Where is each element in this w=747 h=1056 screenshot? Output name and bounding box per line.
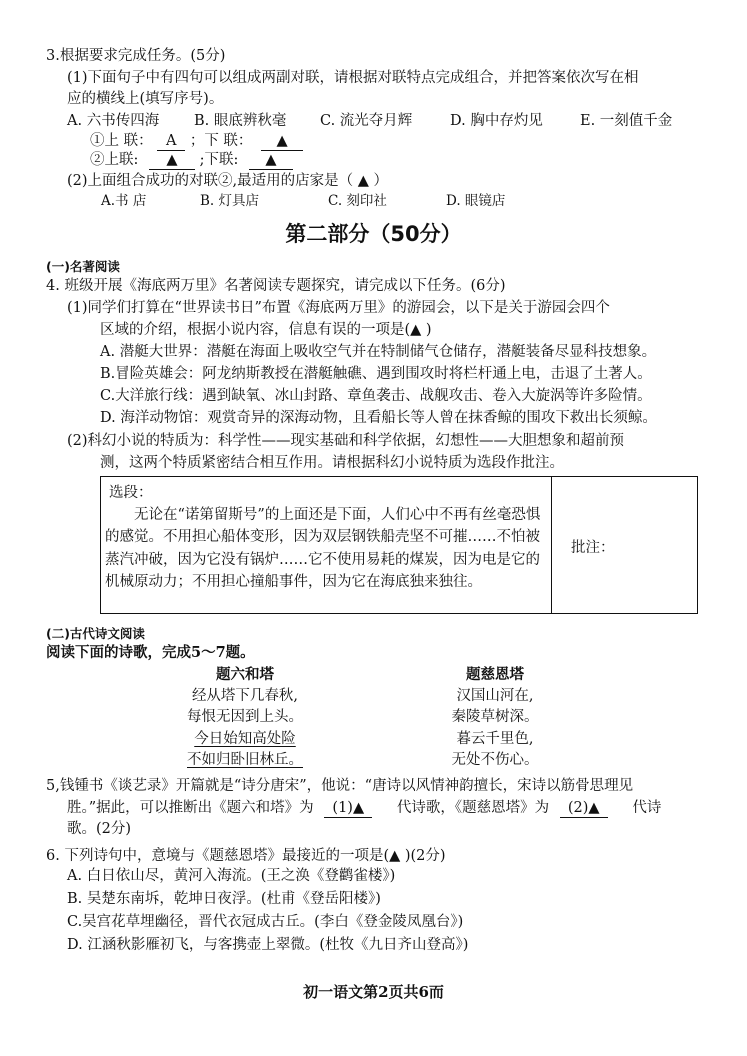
q3-option-a: A. 六书传四海: [67, 113, 160, 129]
q6-option-b: B. 吴楚东南坼，乾坤日夜浮。(杜甫《登岳阳楼》): [67, 891, 381, 907]
q3-sub2-option-c: C. 刻印社: [328, 193, 387, 209]
page-footer: 初一语文第2页共6而: [303, 983, 444, 1001]
q3-pair2: [90, 150, 293, 170]
poem-liuhe-line-3: 今日始知高处险: [194, 730, 296, 747]
q3-option-d: D. 胸中存灼见: [450, 113, 543, 129]
q3-option-c: C. 流光夺月辉: [320, 113, 413, 129]
section-title-classic-reading: (一)名著阅读: [46, 259, 120, 274]
q3-pair2-blank1[interactable]: ▲: [149, 151, 195, 170]
q3-option-e: E. 一刻值千金: [580, 113, 673, 129]
q3-sub2-option-b: B. 灯具店: [200, 193, 260, 209]
q5-line2-a: 胜。”据此，可以推断出《题六和塔》为: [67, 800, 314, 816]
q4-option-c: C.大洋旅行线：遇到缺氧、冰山封路、章鱼袭击、战舰攻击、卷入大旋涡等许多险情。: [100, 388, 652, 404]
annotation-label[interactable]: 批注：: [571, 540, 615, 556]
poem-liuhe-line-2: 每恨无因到上头。: [187, 709, 303, 725]
q5-line2: [67, 798, 661, 818]
excerpt-table: [100, 476, 698, 614]
q3-stem: 3.根据要求完成任务。(5分): [46, 48, 226, 64]
q3-sub2: (2)上面组合成功的对联②,最适用的店家是（ ▲ ）: [67, 173, 389, 189]
q3-pair1-answer: A: [157, 132, 185, 151]
q5-blank-2[interactable]: (2)▲: [560, 799, 608, 818]
q5-line2-c: 代诗: [632, 800, 662, 816]
q3-pair1-label: ①上 联：: [90, 133, 153, 149]
q3-sub2-option-a: A.书 店: [101, 193, 147, 209]
poem-ciensi: [450, 664, 540, 772]
q5-line1: 5,钱锺书《谈艺录》开篇就是“诗分唐宋”，他说：“唐诗以风情神韵擅长，宋诗以筋骨思理见: [46, 778, 634, 794]
q6-stem: 6. 下列诗句中，意境与《题慈恩塔》最接近的一项是(▲ )(2分): [46, 848, 446, 864]
q6-option-d: D. 江涵秋影雁初飞，与客携壶上翠微。(杜牧《九日齐山登高》): [67, 937, 469, 953]
excerpt-text: [105, 504, 549, 593]
poem-ciensi-line-4: 无处不伤心。: [451, 752, 539, 768]
q4-option-b: B.冒险英雄会：阿龙纳斯教授在潜艇触礁、遇到围攻时将栏杆通上电，击退了土著人。: [100, 366, 652, 382]
poem-liuhe: [185, 664, 305, 772]
q3-option-b: B. 眼底辨秋毫: [194, 113, 287, 129]
q4-option-a: A. 潜艇大世界：潜艇在海面上吸收空气并在特制储气仓储存，潜艇装备尽显科技想象。: [100, 344, 657, 360]
excerpt-label: 选段：: [109, 485, 153, 501]
poem-liuhe-line-4: 不如归卧旧林丘。: [187, 752, 303, 768]
q3-sub1-line1: (1)下面句子中有四句可以组成两副对联，请根据对联特点完成组合，并把答案依次写在相: [67, 70, 639, 86]
q5-line3: 歌。(2分): [67, 821, 132, 837]
q3-sub1-line2: 应的横线上(填写序号)。: [67, 91, 224, 107]
q5-line2-b: 代诗歌，《题慈恩塔》为: [396, 800, 550, 816]
q5-blank-1[interactable]: (1)▲: [324, 799, 372, 818]
excerpt-body: 无论在“诺第留斯号”的上面还是下面，人们心中不再有丝毫恐惧的感觉。不用担心船体变形，因为双层钢铁船壳坚不可摧……不怕被蒸汽冲破，因为它没有锅炉……它不使用易耗的煤炭，因为电是它的机械原动力；不用担心撞船事件，因为它在海底独来独往。: [105, 507, 541, 590]
part-title: 第二部分（50分）: [285, 222, 462, 246]
table-divider: [551, 477, 552, 613]
poem-ciensi-line-2: 秦陵草树深。: [451, 709, 539, 725]
poem-ciensi-title: 题慈恩塔: [466, 666, 524, 683]
q4-sub1-line1: (1)同学们打算在“世界读书日”布置《海底两万里》的游园会，以下是关于游园会四个: [67, 300, 610, 316]
poem-ciensi-line-3: 暮云千里色,: [456, 730, 534, 747]
q4-sub1-line2: 区域的介绍，根据小说内容，信息有误的一项是(▲ ): [100, 322, 432, 338]
q3-pair1: [90, 131, 303, 151]
poem-ciensi-line-1: 汉国山河在,: [456, 687, 534, 704]
section-title-ancient-poetry: (二)古代诗文阅读: [46, 626, 145, 641]
poem-liuhe-title: 题六和塔: [216, 666, 274, 683]
q3-pair1-blank[interactable]: ▲: [261, 132, 303, 151]
poem-liuhe-line-1: 经从塔下几春秋,: [191, 687, 299, 704]
q3-pair2-blank2[interactable]: ▲: [249, 151, 293, 170]
q4-sub2-line2: 测，这两个特质紧密结合相互作用。请根据科幻小说特质为选段作批注。: [100, 455, 564, 471]
reading-instruction: 阅读下面的诗歌，完成5～7题。: [46, 644, 255, 661]
q3-pair2-label: ②上联:: [90, 152, 139, 168]
q6-option-a: A. 白日依山尽，黄河入海流。(王之涣《登鹳雀楼》): [67, 868, 396, 884]
q4-stem: 4. 班级开展《海底两万里》名著阅读专题探究，请完成以下任务。(6分): [46, 278, 506, 294]
q6-option-c: C.吴宫花草埋幽径，晋代衣冠成古丘。(李白《登金陵凤凰台》): [67, 914, 464, 930]
q4-option-d: D. 海洋动物馆：观赏奇异的深海动物，且看船长等人曾在抹香鲸的围攻下救出长须鲸。: [100, 410, 657, 426]
q3-pair1-sep: ；下 联：: [189, 133, 253, 149]
q3-sub2-option-d: D. 眼镜店: [446, 193, 506, 209]
q3-pair2-sep: ;下联:: [199, 152, 239, 168]
q4-sub2-line1: (2)科幻小说的特质为：科学性——现实基础和科学依据，幻想性——大胆想象和超前预: [67, 433, 625, 449]
